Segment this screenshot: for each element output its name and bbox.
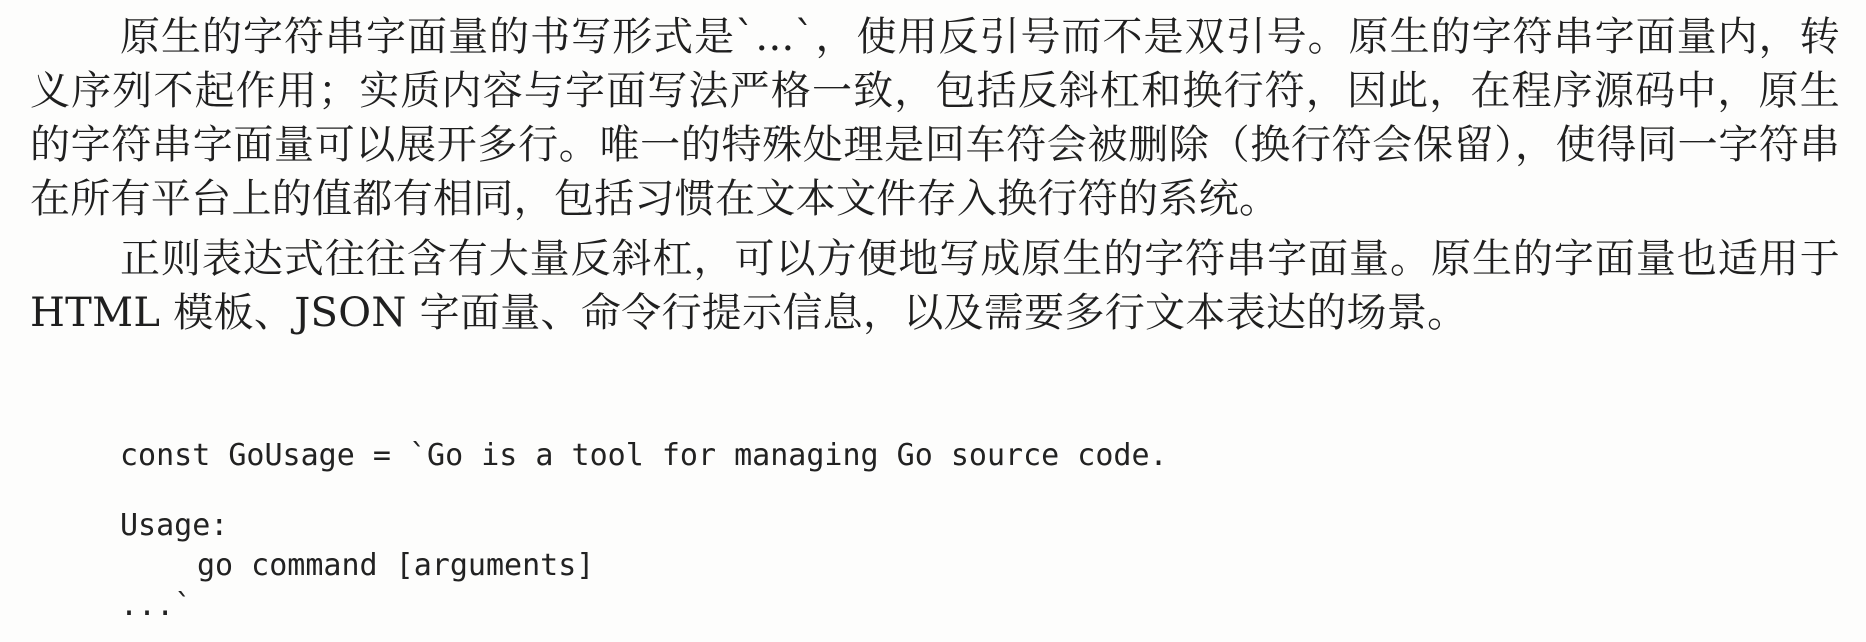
code-line-3: go command [arguments] (197, 548, 595, 583)
code-blank-line (120, 476, 1168, 506)
paragraph-raw-string-literals: 原生的字符串字面量的书写形式是`...`，使用反引号而不是双引号。原生的字符串字面量内，转义序列不起作用；实质内容与字面写法严格一致，包括反斜杠和换行符，因此，在程序源码中，原生的字符串字面量可以展开多行。唯一的特殊处理是回车符会被删除（换行符会保留），使得同一字符串在所有平台上的值都有相同，包括习惯在文本文件存入换行符的系统。 (30, 14, 1840, 222)
code-line-1: const GoUsage = `Go is a tool for managing Go source code. (120, 438, 1168, 473)
code-example (120, 436, 1168, 626)
code-line-2: Usage: (120, 508, 229, 543)
code-line-4: ...` (120, 588, 193, 623)
body-text (30, 10, 1840, 340)
paragraph-use-cases: 正则表达式往往含有大量反斜杠，可以方便地写成原生的字符串字面量。原生的字面量也适用于 HTML 模板、JSON 字面量、命令行提示信息，以及需要多行文本表达的场景。 (30, 236, 1840, 336)
